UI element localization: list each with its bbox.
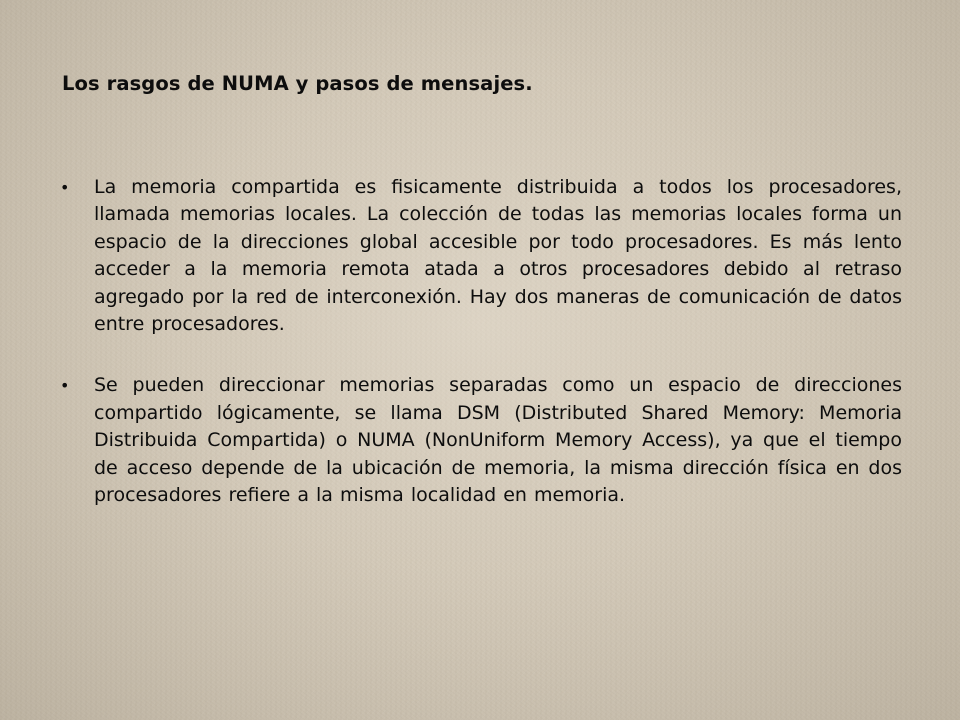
- bullet-icon: •: [60, 178, 70, 197]
- bullet-list: [58, 174, 902, 509]
- bullet-item: [58, 174, 902, 338]
- bullet-item: [58, 372, 902, 509]
- slide-title: Los rasgos de NUMA y pasos de mensajes.: [62, 72, 533, 95]
- bullet-text: La memoria compartida es fisicamente distribuida a todos los procesadores, llamada memorias locales. La colección de todas las memorias locales forma un espacio de la direcciones global accesible por todo procesadores. Es más lento acceder a la memoria remota atada a otros procesadores debido al retraso agregado por la red de interconexión. Hay dos maneras de comunicación de datos entre procesadores.: [94, 176, 902, 336]
- bullet-icon: •: [60, 376, 70, 396]
- bullet-text: Se pueden direccionar memorias separadas como un espacio de direcciones compartido lógicamente, se llama DSM (Distributed Shared Memory: Memoria Distribuida Compartida) o NUMA (NonUniform Memory Access), ya que el tiempo de acceso depende de la ubicación de memoria, la misma dirección física en dos procesadores refiere a la misma localidad en memoria.: [94, 374, 902, 507]
